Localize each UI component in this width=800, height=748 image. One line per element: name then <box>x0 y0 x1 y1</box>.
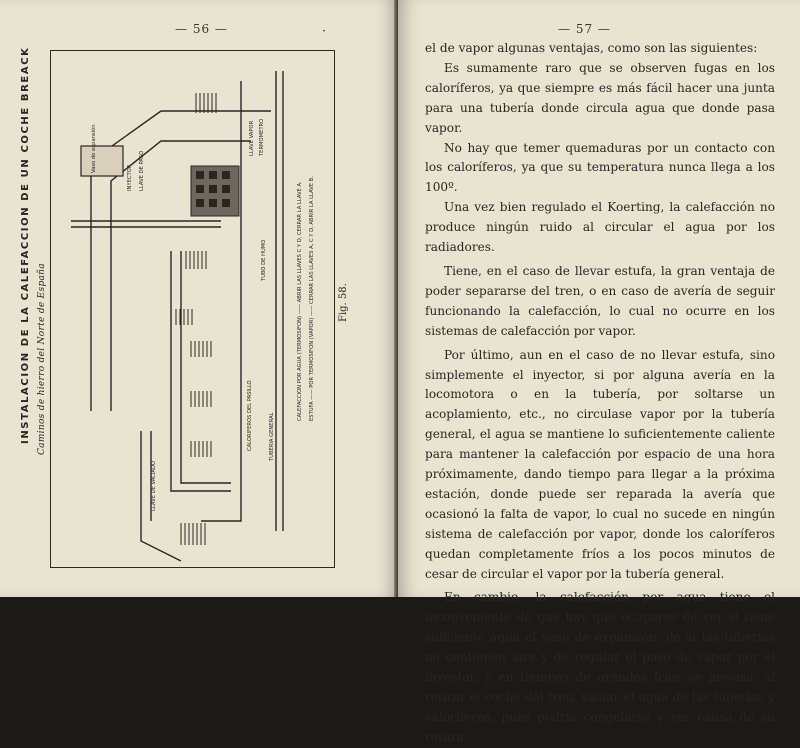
radiator-4 <box>191 341 211 357</box>
paragraph: En cambio, la calefacción por agua tiene el inconveniente de que hay que ocuparse de ver si tiene suficiente agua el vaso de expansión, de si las tuberías no contienen aire y de regular el paso de vapor por el inyector, y en tiempos de grandes fríos se precisa, al retirar el coche del tren, vaciar el agua de las tuberías y caloríferos, pues podría congelarse y ser causa de su rotura. <box>425 590 775 744</box>
paragraph: Tiene, en el caso de llevar estufa, la gran ventaja de poder separarse del tren, o en caso de avería de seguir funcionando la calefacción, lo cual no ocurre en los sistemas de calefacción por vapor. <box>425 263 775 338</box>
label-termometro: TERMOMETRO <box>259 118 265 156</box>
label-legend-1: CALEFACCION POR AGUA (TERMOSIFON) —— ABRIR LAS LLAVES C Y D, CERRAR LA LLAVE A. <box>297 181 303 421</box>
pipe-bottom <box>141 431 181 561</box>
label-llave-vapor: LLAVE VAPOR <box>249 120 255 156</box>
paragraph: el de vapor algunas ventajas, como son las siguientes: <box>425 41 758 55</box>
paragraph: Una vez bien regulado el Koerting, la calefacción no produce ningún ruido al circular el agua por los radiadores. <box>425 200 775 255</box>
caption-subtitle: Caminos de hierro del Norte de España <box>37 263 47 455</box>
label-legend-2: ESTUFA —— POR TERMOSIFON (VAPOR) —— CERRAR LAS LLAVES A, C Y D, ABRIR LA LLAVE B. <box>309 176 315 421</box>
expansion-tank <box>81 146 123 176</box>
label-tuberia-general: TUBERIA GENERAL <box>269 412 275 461</box>
caption-title: INSTALACION DE LA CALEFACCION DE UN COCHE BREACK <box>20 46 31 444</box>
radiators <box>176 93 216 545</box>
page-number-left: — 56 — <box>175 22 228 36</box>
radiator-6 <box>191 441 211 457</box>
heating-diagram-figure <box>50 50 335 568</box>
left-page <box>0 0 398 597</box>
body-text <box>425 39 775 748</box>
right-page <box>398 0 800 744</box>
label-tubo-humo: TUBO DE HUMO <box>261 239 267 281</box>
label-vaso: Vaso de expansión <box>91 124 97 173</box>
label-inyector: INYECTOR <box>127 164 133 191</box>
radiator-2 <box>186 251 206 269</box>
label-llave-vaciado: LLAVE DE VACIADO <box>151 461 157 511</box>
paragraph: No hay que temer quemaduras por un contacto con los caloríferos, ya que su temperatura nunca llega a los 100º. <box>425 140 775 195</box>
label-llave-paso: LLAVE DE PASO <box>139 150 145 191</box>
figure-label: Fig. 58. <box>338 283 349 322</box>
page-number-right: — 57 — <box>558 22 611 36</box>
print-dot: · <box>322 24 326 38</box>
heating-diagram <box>51 51 334 567</box>
radiator-1 <box>196 93 216 113</box>
radiator-7 <box>181 523 205 545</box>
label-calorif-pasillo: CALORIFEROS DEL PASILLO <box>247 380 253 451</box>
radiator-3 <box>176 309 192 325</box>
paragraph: Por último, aun en el caso de no llevar estufa, sino simplemente el inyector, si por alguna avería en la locomotora o en la tubería, por soltarse un acoplamiento, etc., no circulase vapor por la tubería general, el agua se mantiene lo suficientemente caliente para mantener la calefacción por espacio de una hora próximamente, dando tiempo para llegar a la próxima estación, donde puede ser reparada la avería que ocasionó la falta de vapor, lo cual no sucede en ningún sistema de calefacción por vapor, donde los caloríferos quedan completamente fríos a los pocos minutos de cesar de circular el vapor por la tubería general. <box>425 347 775 581</box>
radiator-5 <box>191 391 211 407</box>
paragraph: Es sumamente raro que se observen fugas en los caloríferos, ya que siempre es más fácil hacer una junta para una tubería donde circula agua que donde pasa vapor. <box>425 60 775 135</box>
